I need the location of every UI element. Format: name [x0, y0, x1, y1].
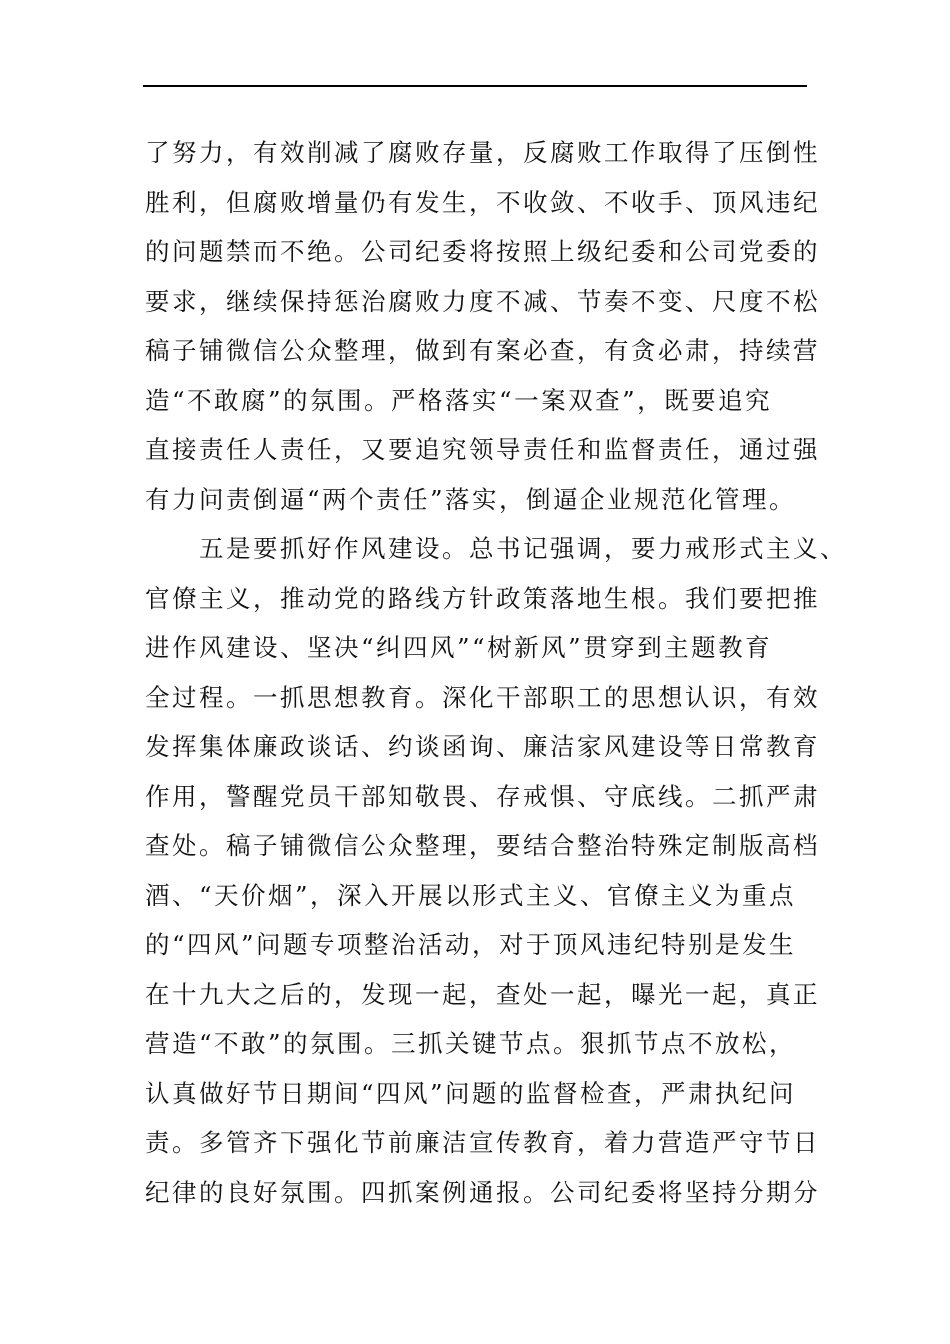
text-line: 认真做好节日期间“四风”问题的监督检查，严肃执纪问	[145, 1078, 797, 1108]
text-line: 发挥集体廉政谈话、约谈函询、廉洁家风建设等日常教育	[145, 732, 820, 761]
text-line: 作用，警醒党员干部知敬畏、存戒惧、守底线。二抓严肃	[145, 781, 820, 811]
text-line: 五是要抓好作风建设。总书记强调，要力戒形式主义、	[145, 534, 847, 563]
body-text	[145, 128, 847, 1217]
text-line: 责。多管齐下强化节前廉洁宣传教育，着力营造严守节日	[145, 1128, 820, 1157]
text-line: 纪律的良好氛围。四抓案例通报。公司纪委将坚持分期分	[145, 1177, 820, 1207]
text-line: 官僚主义，推动党的路线方针政策落地生根。我们要把推	[145, 583, 820, 613]
text-line: 营造“不敢”的氛围。三抓关键节点。狠抓节点不放松，	[145, 1029, 797, 1058]
text-line: 要求，继续保持惩治腐败力度不减、节奏不变、尺度不松	[145, 286, 820, 316]
text-line: 了努力，有效削减了腐败存量，反腐败工作取得了压倒性	[145, 138, 820, 167]
text-line: 稿子铺微信公众整理，做到有案必查，有贪必肃，持续营	[145, 336, 820, 365]
text-line: 的“四风”问题专项整治活动，对于顶风违纪特别是发生	[145, 930, 797, 959]
header-rule	[143, 85, 807, 87]
text-line: 进作风建设、坚决“纠四风”“树新风”贯穿到主题教育	[145, 633, 773, 662]
text-line: 胜利，但腐败增量仍有发生，不收敛、不收手、顶风违纪	[145, 187, 820, 217]
text-line: 有力问责倒逼“两个责任”落实，倒逼企业规范化管理。	[145, 484, 797, 514]
text-line: 直接责任人责任，又要追究领导责任和监督责任，通过强	[145, 435, 820, 464]
text-line: 酒、“天价烟”，深入开展以形式主义、官僚主义为重点	[145, 880, 797, 910]
text-line: 的问题禁而不绝。公司纪委将按照上级纪委和公司党委的	[145, 237, 820, 266]
text-line: 查处。稿子铺微信公众整理，要结合整治特殊定制版高档	[145, 831, 820, 860]
text-line: 在十九大之后的，发现一起，查处一起，曝光一起，真正	[145, 979, 820, 1009]
text-line: 造“不敢腐”的氛围。严格落实“一案双查”，既要追究	[145, 385, 773, 415]
text-line: 全过程。一抓思想教育。深化干部职工的思想认识，有效	[145, 682, 820, 712]
